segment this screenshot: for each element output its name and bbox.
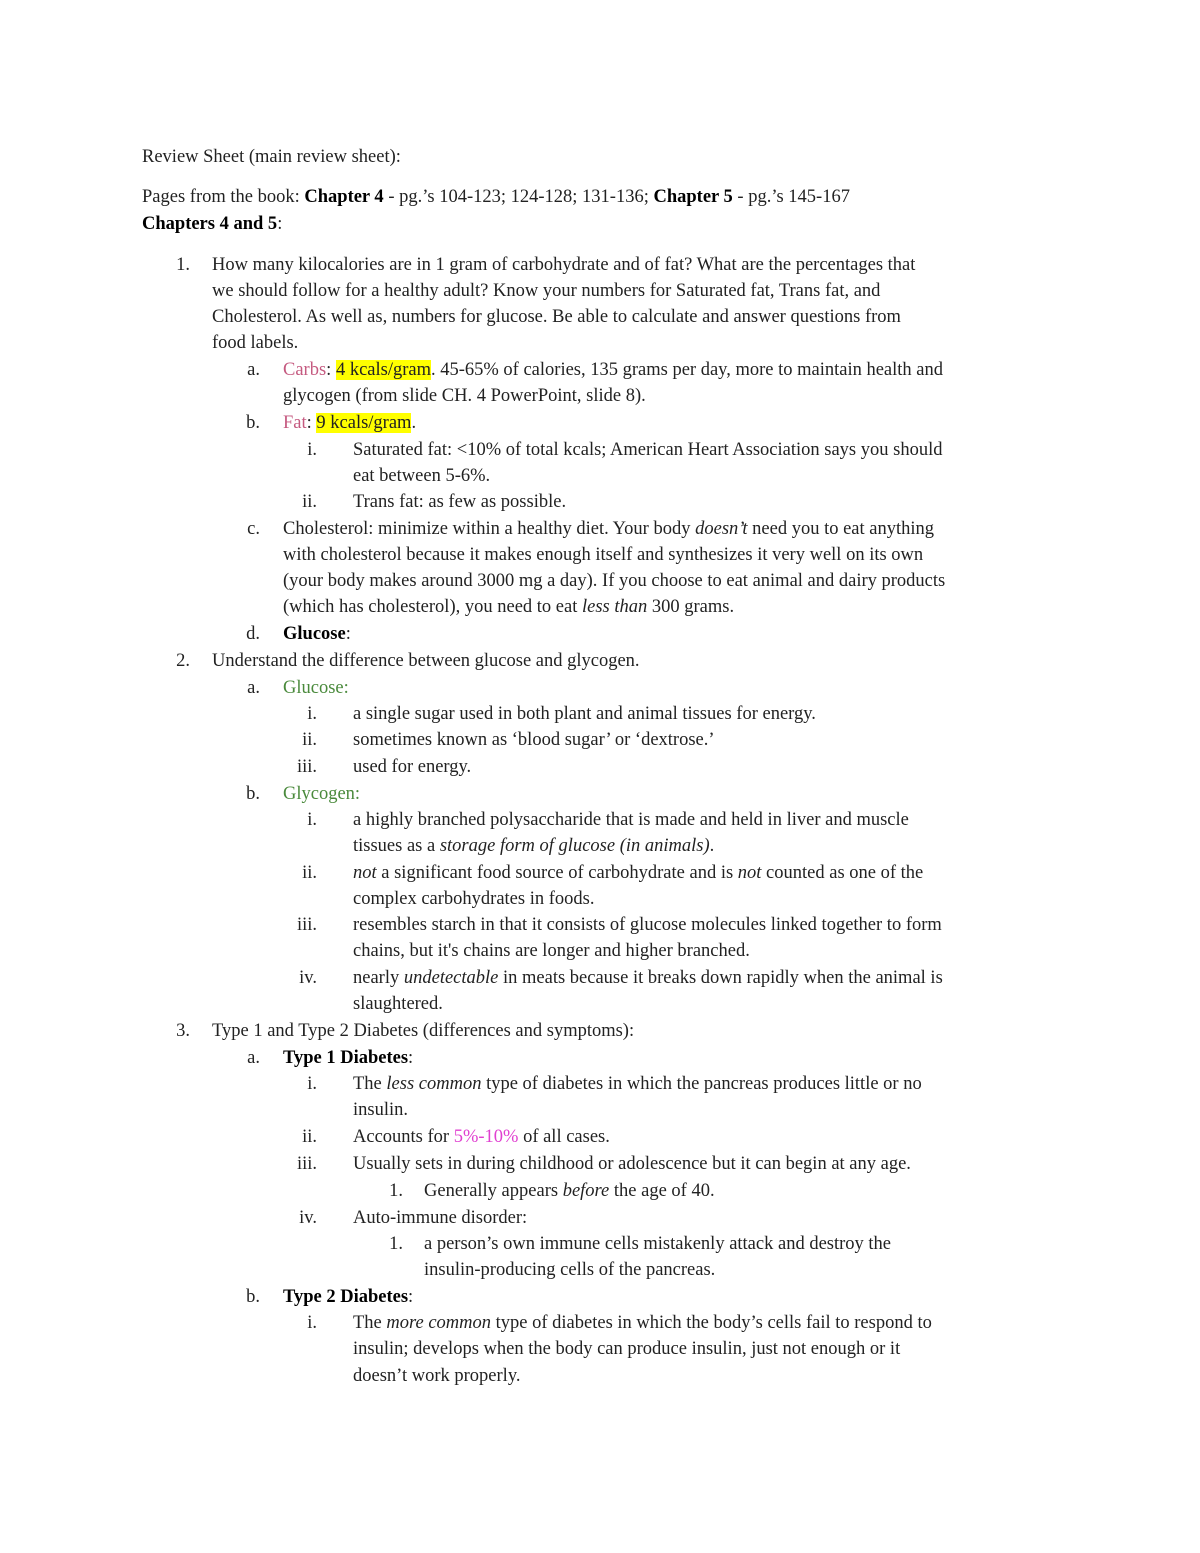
q1c-line-3: (your body makes around 3000 mg a day). If you choose to eat animal and dairy products — [283, 571, 946, 591]
q2-line-1: Understand the difference between glucose and glycogen. — [212, 651, 640, 671]
q2a-glucose-label: Glucose: — [283, 678, 349, 698]
q3bi-line-2: insulin; develops when the body can produce insulin, just not enough or it — [353, 1339, 901, 1359]
q1c-line-1 — [283, 518, 934, 540]
q2bii-l1a: a significant food source of carbohydrate and is — [376, 863, 738, 883]
q1-number: 1. — [176, 255, 190, 275]
type1-colon: : — [408, 1048, 414, 1068]
q2b-number: b. — [246, 784, 260, 804]
q3aii-line-1 — [353, 1126, 610, 1148]
q1a-number: a. — [247, 360, 260, 380]
q2bi-number: i. — [307, 810, 317, 830]
q3b-number: b. — [246, 1287, 260, 1307]
q2bii-line-1 — [353, 862, 923, 884]
q2biii-number: iii. — [296, 915, 317, 935]
q2bii-line-2: complex carbohydrates in foods. — [353, 889, 595, 909]
q3aiii-number: iii. — [296, 1154, 317, 1174]
q1bi-number: i. — [307, 440, 317, 460]
q3bi-l1a: The — [353, 1313, 387, 1333]
glucose-colon: : — [345, 624, 351, 644]
pages-prefix: Pages from the book: — [142, 187, 305, 207]
q1-line-3: Cholesterol. As well as, numbers for glucose. Be able to calculate and answer questions from — [212, 307, 901, 327]
q1c-l4a: (which has cholesterol), you need to eat — [283, 597, 582, 617]
q1b-number: b. — [246, 413, 260, 433]
q3a-heading — [283, 1047, 413, 1069]
q1d-line-1 — [283, 623, 351, 645]
not-em-2: not — [737, 863, 762, 883]
q1bi-line-2: eat between 5-6%. — [353, 466, 491, 486]
q2bi-line-1: a highly branched polysaccharide that is made and held in liver and muscle — [353, 810, 909, 830]
carbs-rest: . 45-65% of calories, 135 grams per day, more to maintain health and — [430, 360, 944, 380]
q1-line-2: we should follow for a healthy adult? Know your numbers for Saturated fat, Trans fat, and — [212, 281, 881, 301]
q3aiv-sub-line-1: a person’s own immune cells mistakenly attack and destroy the — [424, 1234, 892, 1254]
carbs-kcal-highlight: 4 kcals/gram — [335, 360, 431, 380]
q1a-line-1 — [283, 359, 943, 381]
chapters-bold: Chapters 4 and 5 — [142, 214, 278, 234]
q2bi-l2b: . — [709, 836, 715, 856]
q3aiv-sub-number: 1. — [389, 1234, 403, 1254]
type2-bold: Type 2 Diabetes — [283, 1287, 409, 1307]
q2biv-l1a: nearly — [353, 968, 404, 988]
q2bi-line-2 — [353, 835, 714, 857]
q2ai-number: i. — [307, 704, 317, 724]
q2biv-number: iv. — [299, 968, 317, 988]
q2biv-line-1 — [353, 967, 943, 989]
q3ai-line-1 — [353, 1073, 922, 1095]
q1-line-4: food labels. — [212, 333, 299, 353]
chapters-colon: : — [277, 214, 283, 234]
type1-bold: Type 1 Diabetes — [283, 1048, 409, 1068]
q2aiii-number: iii. — [296, 757, 317, 777]
q3bi-line-3: doesn’t work properly. — [353, 1366, 521, 1386]
q2aii-number: ii. — [302, 730, 317, 750]
q2aii-line: sometimes known as ‘blood sugar’ or ‘dextrose.’ — [353, 730, 715, 750]
q2biv-line-2: slaughtered. — [353, 994, 443, 1014]
q2biii-line-1: resembles starch in that it consists of glucose molecules linked together to form — [353, 915, 942, 935]
q1c-line-2: with cholesterol because it makes enough itself and synthesizes it very well on its own — [283, 545, 924, 565]
q1bii-line-1: Trans fat: as few as possible. — [353, 492, 567, 512]
chapters-heading — [142, 213, 282, 235]
q3-number: 3. — [176, 1021, 190, 1041]
chapter-4-pages: - pg.’s 104-123; 124-128; 131-136; — [383, 187, 654, 207]
q1c-number: c. — [247, 519, 260, 539]
q3aii-l1b: of all cases. — [518, 1127, 610, 1147]
fat-kcal-highlight: 9 kcals/gram — [316, 413, 412, 433]
carbs-colon: : — [326, 360, 336, 380]
fat-colon: : — [306, 413, 317, 433]
q1c-l4b: 300 grams. — [647, 597, 735, 617]
pages-line — [142, 186, 850, 208]
q2aiii-line: used for energy. — [353, 757, 472, 777]
q3aiv-line-1: Auto-immune disorder: — [353, 1208, 528, 1228]
chapter-5-pages: - pg.’s 145-167 — [732, 187, 850, 207]
q3aiii-sub-line — [424, 1180, 715, 1202]
type2-colon: : — [408, 1287, 414, 1307]
q3aiii-sub-a: Generally appears — [424, 1181, 563, 1201]
q1c-doesnt-em: doesn’t — [695, 519, 748, 539]
q3-line-1: Type 1 and Type 2 Diabetes (differences and symptoms): — [212, 1021, 635, 1041]
q3aii-number: ii. — [302, 1127, 317, 1147]
q1bii-number: ii. — [302, 492, 317, 512]
q2ai-line: a single sugar used in both plant and animal tissues for energy. — [353, 704, 816, 724]
percent-cases: 5%-10% — [453, 1127, 519, 1147]
q2a-number: a. — [247, 678, 260, 698]
q3bi-number: i. — [307, 1313, 317, 1333]
q2b-glycogen-label: Glycogen: — [283, 784, 361, 804]
q2-number: 2. — [176, 651, 190, 671]
q3aiii-sub-b: the age of 40. — [609, 1181, 715, 1201]
q1a-line-2: glycogen (from slide CH. 4 PowerPoint, slide 8). — [283, 386, 646, 406]
q2bii-number: ii. — [302, 863, 317, 883]
q3a-number: a. — [247, 1048, 260, 1068]
carbs-label: Carbs — [283, 360, 327, 380]
q1c-l1a: Cholesterol: minimize within a healthy diet. Your body — [283, 519, 696, 539]
more-common-em: more common — [386, 1313, 492, 1333]
q1c-line-4 — [283, 596, 734, 618]
q3ai-l1b: type of diabetes in which the pancreas produces little or no — [481, 1074, 922, 1094]
q2bii-l1b: counted as one of the — [761, 863, 924, 883]
chapter-4-label: Chapter 4 — [304, 187, 384, 207]
q1d-number: d. — [246, 624, 260, 644]
q1b-line-1 — [283, 412, 416, 434]
q3bi-l1b: type of diabetes in which the body’s cells fail to respond to — [491, 1313, 932, 1333]
q3ai-l1a: The — [353, 1074, 387, 1094]
fat-label: Fat — [283, 413, 307, 433]
q3aiv-number: iv. — [299, 1208, 317, 1228]
before-em: before — [562, 1181, 610, 1201]
not-em-1: not — [353, 863, 377, 883]
q2biii-line-2: chains, but it's chains are longer and higher branched. — [353, 941, 750, 961]
less-common-em: less common — [386, 1074, 482, 1094]
q1c-l1b: need you to eat anything — [747, 519, 935, 539]
q3aiii-sub-number: 1. — [389, 1181, 403, 1201]
q2biv-l1b: in meats because it breaks down rapidly when the animal is — [498, 968, 943, 988]
q3aiv-sub-line-2: insulin-producing cells of the pancreas. — [424, 1260, 716, 1280]
review-title: Review Sheet (main review sheet): — [142, 147, 401, 167]
q2bi-l2a: tissues as a — [353, 836, 440, 856]
q1-line-1: How many kilocalories are in 1 gram of carbohydrate and of fat? What are the percentages that — [212, 255, 916, 275]
q3ai-number: i. — [307, 1074, 317, 1094]
storage-form-em: storage form of glucose (in animals) — [439, 836, 710, 856]
q3bi-line-1 — [353, 1312, 932, 1334]
q3ai-line-2: insulin. — [353, 1100, 408, 1120]
q3aii-l1a: Accounts for — [353, 1127, 454, 1147]
fat-rest: . — [411, 413, 417, 433]
undetectable-em: undetectable — [403, 968, 499, 988]
q3aiii-line-1: Usually sets in during childhood or adolescence but it can begin at any age. — [353, 1154, 911, 1174]
q3b-heading — [283, 1286, 413, 1308]
q1bi-line-1: Saturated fat: <10% of total kcals; American Heart Association says you should — [353, 440, 943, 460]
chapter-5-label: Chapter 5 — [653, 187, 733, 207]
q1c-less-than-em: less than — [581, 597, 648, 617]
glucose-bold: Glucose — [283, 624, 346, 644]
